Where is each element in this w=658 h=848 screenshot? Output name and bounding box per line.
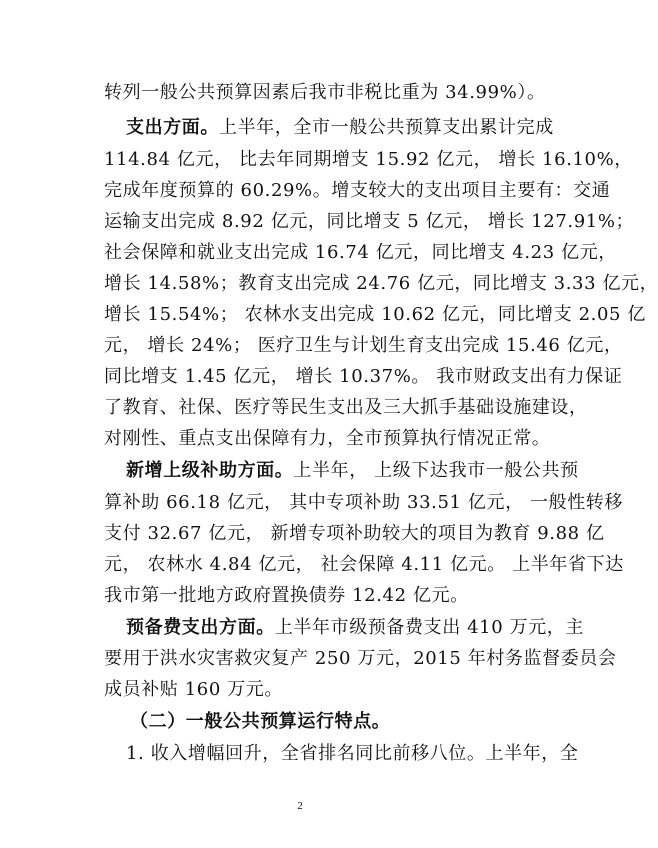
text-line: 对刚性、重点支出保障有力，全市预算执行情况正常。 [104,428,551,449]
paragraph-expenditure-first-line [126,117,554,139]
paragraph-subsidy-first-line [126,460,579,482]
paragraph-reserve-first-line [126,617,585,639]
section-title-reserve: 预备费支出方面。 [126,617,275,638]
text-line: 元， 农林水 4.84 亿元， 社会保障 4.11 亿元。 上半年省下达 [104,554,624,575]
text-line: 完成年度预算的 60.29%。增支较大的支出项目主要有：交通 [104,180,611,201]
text-line: 增长 14.58%；教育支出完成 24.76 亿元，同比增支 3.33 亿元， [104,273,658,294]
text-line: 1. 收入增幅回升，全省排名同比前移八位。上半年，全 [126,743,579,764]
page-number: 2 [297,800,303,812]
text-line: 转列一般公共预算因素后我市非税比重为 34.99%）。 [104,82,546,103]
text-line: 社会保障和就业支出完成 16.74 亿元，同比增支 4.23 亿元， [104,242,617,263]
text-line: 了教育、社保、医疗等民生支出及三大抓手基础设施建设， [104,397,588,418]
text-run: 上半年市级预备费支出 410 万元，主 [274,617,585,638]
section-title-subsidy: 新增上级补助方面。 [126,460,294,481]
section-title-expenditure: 支出方面。 [126,117,219,138]
text-line: 114.84 亿元， 比去年同期增支 15.92 亿元， 增长 16.10%， [104,149,633,170]
text-line: 支付 32.67 亿元， 新增专项补助较大的项目为教育 9.88 亿 [104,523,605,544]
text-line: 我市第一批地方政府置换债券 12.42 亿元。 [104,585,469,606]
text-line: 元， 增长 24%； 医疗卫生与计划生育支出完成 15.46 亿元， [104,335,623,356]
text-line: 运输支出完成 8.92 亿元，同比增支 5 亿元， 增长 127.91%； [104,211,635,232]
text-run: 上半年，全市一般公共预算支出累计完成 [219,117,554,138]
text-line: 成员补贴 160 万元。 [104,679,283,700]
text-run: 上半年， 上级下达我市一般公共预 [293,460,579,481]
text-line: 算补助 66.18 亿元， 其中专项补助 33.51 亿元， 一般性转移 [104,492,623,513]
subsection-heading: （二）一般公共预算运行特点。 [130,711,391,732]
text-line: 同比增支 1.45 亿元， 增长 10.37%。 我市财政支出有力保证 [104,366,623,387]
text-line: 要用于洪水灾害救灾复产 250 万元，2015 年村务监督委员会 [104,648,617,669]
text-line: 增长 15.54%； 农林水支出完成 10.62 亿元，同比增支 2.05 亿 [104,304,646,325]
